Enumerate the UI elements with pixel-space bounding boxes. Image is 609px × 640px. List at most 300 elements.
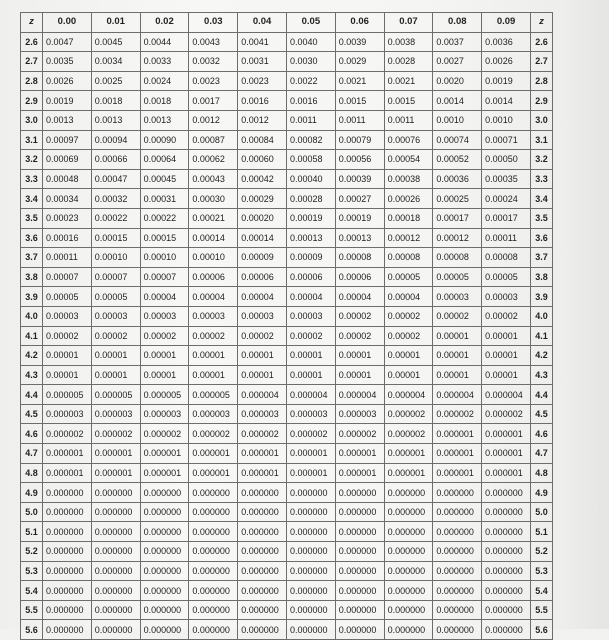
probability-cell: 0.00009: [286, 248, 335, 268]
probability-cell: 0.00008: [482, 248, 531, 268]
probability-cell: 0.00011: [482, 228, 531, 248]
probability-cell: 0.000003: [189, 404, 238, 424]
probability-cell: 0.000001: [433, 424, 482, 444]
probability-cell: 0.00001: [189, 365, 238, 385]
z-value-cell: 3.2: [21, 150, 43, 170]
probability-cell: 0.000004: [433, 385, 482, 405]
probability-cell: 0.00006: [335, 267, 384, 287]
probability-cell: 0.00004: [384, 287, 433, 307]
probability-cell: 0.000002: [433, 404, 482, 424]
probability-cell: 0.000001: [189, 444, 238, 464]
probability-cell: 0.0024: [140, 71, 189, 91]
z-value-cell: 4.7: [21, 444, 43, 464]
probability-cell: 0.000000: [286, 522, 335, 542]
probability-cell: 0.000000: [43, 542, 92, 562]
z-value-cell: 4.9: [530, 483, 552, 503]
table-row: [21, 306, 553, 326]
probability-cell: 0.000001: [140, 463, 189, 483]
probability-cell: 0.00047: [91, 169, 140, 189]
probability-cell: 0.000000: [286, 542, 335, 562]
probability-cell: 0.0031: [238, 52, 287, 72]
probability-cell: 0.00013: [335, 228, 384, 248]
probability-cell: 0.00001: [482, 365, 531, 385]
probability-cell: 0.00003: [189, 306, 238, 326]
probability-cell: 0.000000: [384, 522, 433, 542]
probability-cell: 0.000002: [189, 424, 238, 444]
probability-cell: 0.0018: [91, 91, 140, 111]
probability-cell: 0.000000: [140, 581, 189, 601]
probability-cell: 0.000001: [335, 463, 384, 483]
probability-cell: 0.000000: [433, 600, 482, 620]
probability-cell: 0.00022: [140, 208, 189, 228]
probability-cell: 0.000000: [140, 483, 189, 503]
probability-cell: 0.000000: [335, 542, 384, 562]
probability-cell: 0.000000: [335, 600, 384, 620]
probability-cell: 0.0045: [91, 32, 140, 52]
z-value-cell: 4.0: [530, 306, 552, 326]
probability-cell: 0.0039: [335, 32, 384, 52]
z-value-cell: 4.1: [21, 326, 43, 346]
probability-cell: 0.00094: [91, 130, 140, 150]
z-value-cell: 3.0: [530, 110, 552, 130]
probability-cell: 0.00001: [238, 365, 287, 385]
probability-cell: 0.00069: [43, 150, 92, 170]
table-row: [21, 561, 553, 581]
z-value-cell: 5.2: [530, 542, 552, 562]
probability-cell: 0.00018: [384, 208, 433, 228]
probability-cell: 0.0021: [384, 71, 433, 91]
probability-cell: 0.000003: [43, 404, 92, 424]
probability-cell: 0.000000: [482, 542, 531, 562]
probability-cell: 0.000000: [43, 502, 92, 522]
probability-cell: 0.00001: [91, 365, 140, 385]
z-value-cell: 4.2: [21, 346, 43, 366]
z-value-cell: 4.9: [21, 483, 43, 503]
z-value-cell: 4.8: [530, 463, 552, 483]
probability-cell: 0.00052: [433, 150, 482, 170]
probability-cell: 0.000005: [140, 385, 189, 405]
probability-cell: 0.000000: [189, 561, 238, 581]
table-body: [21, 32, 553, 639]
probability-cell: 0.00042: [238, 169, 287, 189]
probability-cell: 0.00004: [140, 287, 189, 307]
probability-cell: 0.00002: [384, 306, 433, 326]
probability-cell: 0.000000: [384, 581, 433, 601]
probability-cell: 0.000003: [335, 404, 384, 424]
probability-cell: 0.000001: [384, 463, 433, 483]
column-header: 0.02: [140, 13, 189, 33]
table-row: [21, 424, 553, 444]
probability-cell: 0.000003: [91, 404, 140, 424]
probability-cell: 0.00017: [433, 208, 482, 228]
probability-cell: 0.000000: [43, 561, 92, 581]
probability-cell: 0.00016: [43, 228, 92, 248]
table-row: [21, 228, 553, 248]
probability-cell: 0.00066: [91, 150, 140, 170]
probability-cell: 0.00005: [384, 267, 433, 287]
probability-cell: 0.000000: [189, 483, 238, 503]
probability-cell: 0.00005: [43, 287, 92, 307]
probability-cell: 0.00008: [433, 248, 482, 268]
probability-cell: 0.000000: [433, 522, 482, 542]
z-value-cell: 2.8: [530, 71, 552, 91]
probability-cell: 0.00010: [189, 248, 238, 268]
table-row: [21, 483, 553, 503]
z-value-cell: 5.6: [21, 620, 43, 640]
probability-cell: 0.000001: [189, 463, 238, 483]
probability-cell: 0.00056: [335, 150, 384, 170]
probability-cell: 0.0017: [189, 91, 238, 111]
probability-cell: 0.000000: [433, 581, 482, 601]
probability-cell: 0.0013: [91, 110, 140, 130]
z-value-cell: 5.3: [21, 561, 43, 581]
column-header: 0.08: [433, 13, 482, 33]
z-value-cell: 5.1: [21, 522, 43, 542]
z-value-cell: 4.0: [21, 306, 43, 326]
column-header: 0.05: [286, 13, 335, 33]
probability-cell: 0.000005: [189, 385, 238, 405]
probability-cell: 0.000000: [433, 542, 482, 562]
probability-cell: 0.00001: [238, 346, 287, 366]
probability-cell: 0.000000: [238, 561, 287, 581]
probability-cell: 0.000001: [238, 463, 287, 483]
z-value-cell: 3.6: [21, 228, 43, 248]
probability-cell: 0.000000: [189, 522, 238, 542]
probability-cell: 0.0025: [91, 71, 140, 91]
probability-cell: 0.0011: [286, 110, 335, 130]
probability-cell: 0.00076: [384, 130, 433, 150]
probability-cell: 0.00035: [482, 169, 531, 189]
probability-cell: 0.0026: [482, 52, 531, 72]
probability-cell: 0.00025: [433, 189, 482, 209]
probability-cell: 0.000000: [238, 542, 287, 562]
probability-cell: 0.0015: [335, 91, 384, 111]
z-value-cell: 3.3: [21, 169, 43, 189]
probability-cell: 0.000000: [384, 483, 433, 503]
probability-cell: 0.000000: [286, 502, 335, 522]
table-row: [21, 150, 553, 170]
probability-cell: 0.000001: [286, 463, 335, 483]
z-value-cell: 5.4: [530, 581, 552, 601]
z-value-cell: 3.3: [530, 169, 552, 189]
probability-cell: 0.00001: [433, 326, 482, 346]
probability-cell: 0.0038: [384, 32, 433, 52]
probability-cell: 0.000000: [43, 483, 92, 503]
probability-cell: 0.00007: [43, 267, 92, 287]
probability-cell: 0.00005: [91, 287, 140, 307]
probability-cell: 0.000000: [43, 620, 92, 640]
probability-cell: 0.00003: [43, 306, 92, 326]
probability-cell: 0.0020: [433, 71, 482, 91]
probability-cell: 0.000000: [189, 502, 238, 522]
probability-cell: 0.00001: [482, 346, 531, 366]
probability-cell: 0.00003: [482, 287, 531, 307]
probability-cell: 0.00001: [286, 346, 335, 366]
probability-cell: 0.00054: [384, 150, 433, 170]
probability-cell: 0.000001: [482, 424, 531, 444]
z-value-cell: 5.0: [21, 502, 43, 522]
z-value-cell: 5.1: [530, 522, 552, 542]
probability-cell: 0.00005: [482, 267, 531, 287]
probability-cell: 0.000000: [384, 620, 433, 640]
probability-cell: 0.0013: [43, 110, 92, 130]
probability-cell: 0.0040: [286, 32, 335, 52]
probability-cell: 0.00062: [189, 150, 238, 170]
probability-cell: 0.000001: [384, 444, 433, 464]
probability-cell: 0.000000: [91, 600, 140, 620]
probability-cell: 0.000000: [286, 581, 335, 601]
table-row: [21, 463, 553, 483]
probability-cell: 0.0023: [238, 71, 287, 91]
probability-cell: 0.00001: [140, 346, 189, 366]
probability-cell: 0.000002: [384, 424, 433, 444]
z-value-cell: 2.8: [21, 71, 43, 91]
probability-cell: 0.00001: [433, 365, 482, 385]
column-header: 0.03: [189, 13, 238, 33]
probability-cell: 0.0012: [189, 110, 238, 130]
probability-cell: 0.00050: [482, 150, 531, 170]
probability-cell: 0.000001: [286, 444, 335, 464]
probability-cell: 0.000000: [140, 620, 189, 640]
probability-cell: 0.000003: [286, 404, 335, 424]
probability-cell: 0.0019: [43, 91, 92, 111]
probability-cell: 0.000000: [384, 600, 433, 620]
probability-cell: 0.000000: [335, 581, 384, 601]
probability-cell: 0.000000: [433, 620, 482, 640]
probability-cell: 0.000002: [384, 404, 433, 424]
table-row: [21, 600, 553, 620]
probability-cell: 0.0015: [384, 91, 433, 111]
table-row: [21, 248, 553, 268]
probability-cell: 0.00034: [43, 189, 92, 209]
probability-cell: 0.0010: [433, 110, 482, 130]
probability-cell: 0.00001: [384, 346, 433, 366]
table-row: [21, 267, 553, 287]
probability-cell: 0.00039: [335, 169, 384, 189]
column-header: 0.04: [238, 13, 287, 33]
column-header: 0.01: [91, 13, 140, 33]
probability-cell: 0.00002: [189, 326, 238, 346]
z-value-cell: 4.4: [21, 385, 43, 405]
probability-cell: 0.00006: [189, 267, 238, 287]
probability-cell: 0.00008: [384, 248, 433, 268]
probability-cell: 0.000000: [335, 483, 384, 503]
table-row: [21, 620, 553, 640]
table-row: [21, 404, 553, 424]
probability-cell: 0.00090: [140, 130, 189, 150]
table-row: [21, 346, 553, 366]
probability-cell: 0.00009: [238, 248, 287, 268]
probability-cell: 0.00038: [384, 169, 433, 189]
probability-cell: 0.00002: [482, 306, 531, 326]
probability-cell: 0.00012: [384, 228, 433, 248]
z-value-cell: 5.6: [530, 620, 552, 640]
z-value-cell: 5.0: [530, 502, 552, 522]
probability-cell: 0.000000: [384, 542, 433, 562]
z-value-cell: 5.5: [530, 600, 552, 620]
probability-cell: 0.000000: [335, 522, 384, 542]
z-value-cell: 5.5: [21, 600, 43, 620]
probability-cell: 0.00003: [140, 306, 189, 326]
probability-cell: 0.0018: [140, 91, 189, 111]
probability-cell: 0.00019: [286, 208, 335, 228]
probability-cell: 0.000000: [189, 542, 238, 562]
probability-cell: 0.000000: [189, 620, 238, 640]
probability-cell: 0.0010: [482, 110, 531, 130]
table-row: [21, 326, 553, 346]
probability-cell: 0.00010: [140, 248, 189, 268]
probability-cell: 0.000000: [238, 581, 287, 601]
probability-cell: 0.00019: [335, 208, 384, 228]
probability-cell: 0.000002: [140, 424, 189, 444]
probability-cell: 0.000001: [91, 463, 140, 483]
probability-cell: 0.00024: [482, 189, 531, 209]
probability-cell: 0.000002: [335, 424, 384, 444]
probability-cell: 0.000000: [482, 581, 531, 601]
probability-cell: 0.00004: [286, 287, 335, 307]
probability-cell: 0.00097: [43, 130, 92, 150]
probability-cell: 0.000000: [384, 561, 433, 581]
table-row: [21, 365, 553, 385]
column-header: 0.00: [43, 13, 92, 33]
probability-cell: 0.00029: [238, 189, 287, 209]
probability-cell: 0.00012: [433, 228, 482, 248]
probability-cell: 0.00079: [335, 130, 384, 150]
table-row: [21, 581, 553, 601]
probability-cell: 0.00006: [238, 267, 287, 287]
z-value-cell: 3.4: [21, 189, 43, 209]
probability-cell: 0.000000: [189, 581, 238, 601]
z-value-cell: 4.7: [530, 444, 552, 464]
probability-cell: 0.000001: [91, 444, 140, 464]
probability-cell: 0.00002: [91, 326, 140, 346]
probability-cell: 0.00014: [189, 228, 238, 248]
probability-cell: 0.00027: [335, 189, 384, 209]
probability-cell: 0.00058: [286, 150, 335, 170]
probability-cell: 0.0035: [43, 52, 92, 72]
probability-cell: 0.000001: [433, 463, 482, 483]
z-value-cell: 4.6: [530, 424, 552, 444]
z-value-cell: 3.9: [530, 287, 552, 307]
table-row: [21, 385, 553, 405]
probability-cell: 0.000000: [91, 502, 140, 522]
probability-cell: 0.00001: [140, 365, 189, 385]
probability-cell: 0.000000: [482, 561, 531, 581]
probability-cell: 0.000004: [286, 385, 335, 405]
probability-cell: 0.00022: [91, 208, 140, 228]
probability-cell: 0.0044: [140, 32, 189, 52]
probability-cell: 0.0011: [335, 110, 384, 130]
probability-cell: 0.000003: [238, 404, 287, 424]
table-row: [21, 542, 553, 562]
z-value-cell: 4.5: [21, 404, 43, 424]
probability-cell: 0.0036: [482, 32, 531, 52]
probability-cell: 0.000000: [43, 581, 92, 601]
table-header-row: [21, 13, 553, 33]
z-value-cell: 3.9: [21, 287, 43, 307]
probability-cell: 0.00002: [335, 306, 384, 326]
probability-cell: 0.000000: [140, 561, 189, 581]
probability-cell: 0.00030: [189, 189, 238, 209]
probability-cell: 0.000000: [433, 483, 482, 503]
probability-cell: 0.000000: [140, 522, 189, 542]
probability-cell: 0.00015: [91, 228, 140, 248]
probability-cell: 0.000001: [482, 444, 531, 464]
scan-shadow: [569, 0, 609, 629]
probability-cell: 0.00004: [189, 287, 238, 307]
z-value-cell: 3.6: [530, 228, 552, 248]
probability-cell: 0.000001: [238, 444, 287, 464]
probability-cell: 0.0023: [189, 71, 238, 91]
probability-cell: 0.00007: [91, 267, 140, 287]
z-value-cell: 2.6: [21, 32, 43, 52]
probability-cell: 0.000000: [91, 522, 140, 542]
probability-cell: 0.00002: [43, 326, 92, 346]
z-value-cell: 3.5: [530, 208, 552, 228]
probability-cell: 0.000000: [91, 620, 140, 640]
probability-cell: 0.000001: [140, 444, 189, 464]
probability-cell: 0.000004: [482, 385, 531, 405]
probability-cell: 0.00003: [433, 287, 482, 307]
probability-cell: 0.00026: [384, 189, 433, 209]
probability-cell: 0.00002: [286, 326, 335, 346]
probability-cell: 0.00001: [43, 346, 92, 366]
probability-cell: 0.00043: [189, 169, 238, 189]
probability-cell: 0.000001: [482, 463, 531, 483]
table-row: [21, 502, 553, 522]
z-value-cell: 2.9: [21, 91, 43, 111]
z-value-cell: 3.1: [21, 130, 43, 150]
probability-cell: 0.00013: [286, 228, 335, 248]
z-value-cell: 2.9: [530, 91, 552, 111]
probability-cell: 0.00001: [335, 346, 384, 366]
probability-cell: 0.0032: [189, 52, 238, 72]
probability-cell: 0.00011: [43, 248, 92, 268]
table-row: [21, 71, 553, 91]
probability-cell: 0.00001: [91, 346, 140, 366]
probability-cell: 0.000002: [91, 424, 140, 444]
probability-cell: 0.00082: [286, 130, 335, 150]
probability-cell: 0.000000: [482, 522, 531, 542]
probability-cell: 0.000000: [238, 483, 287, 503]
probability-cell: 0.00003: [238, 306, 287, 326]
column-header: 0.09: [482, 13, 531, 33]
table-row: [21, 32, 553, 52]
probability-cell: 0.000000: [433, 561, 482, 581]
z-value-cell: 2.7: [21, 52, 43, 72]
probability-cell: 0.0028: [384, 52, 433, 72]
probability-cell: 0.00017: [482, 208, 531, 228]
z-value-cell: 2.6: [530, 32, 552, 52]
probability-cell: 0.00003: [91, 306, 140, 326]
probability-cell: 0.000002: [286, 424, 335, 444]
z-value-cell: 3.1: [530, 130, 552, 150]
z-value-cell: 4.2: [530, 346, 552, 366]
probability-cell: 0.0022: [286, 71, 335, 91]
probability-cell: 0.000000: [433, 502, 482, 522]
probability-cell: 0.000000: [335, 561, 384, 581]
z-column-header: z: [530, 13, 552, 33]
probability-cell: 0.000000: [286, 600, 335, 620]
z-value-cell: 4.3: [21, 365, 43, 385]
z-value-cell: 3.4: [530, 189, 552, 209]
table-row: [21, 52, 553, 72]
probability-cell: 0.000000: [189, 600, 238, 620]
probability-cell: 0.00002: [238, 326, 287, 346]
column-header: 0.07: [384, 13, 433, 33]
probability-cell: 0.0026: [43, 71, 92, 91]
probability-cell: 0.0012: [238, 110, 287, 130]
